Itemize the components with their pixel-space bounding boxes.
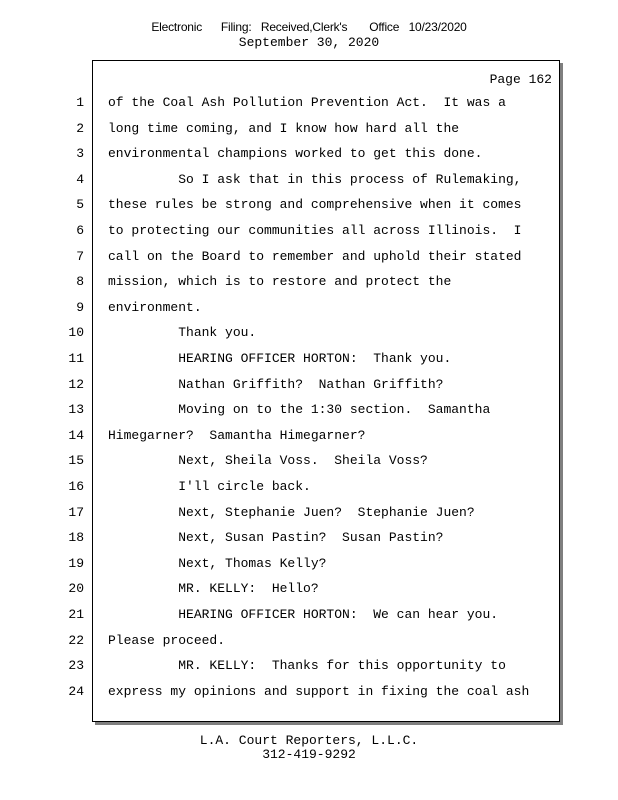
line-number: 22 (68, 633, 84, 648)
line-text: I'll circle back. (108, 479, 311, 494)
line-number: 19 (68, 556, 84, 571)
line-number: 21 (68, 607, 84, 622)
line-text: HEARING OFFICER HORTON: Thank you. (108, 351, 452, 366)
line-text: these rules be strong and comprehensive when it comes (108, 197, 522, 212)
line-text: HEARING OFFICER HORTON: We can hear you. (108, 607, 499, 622)
page-number: Page 162 (489, 72, 552, 87)
filing-stamp: Electronic Filing: Received,Clerk's Office 10/23/2020 (151, 20, 467, 34)
line-text: to protecting our communities all across Illinois. I (108, 223, 522, 238)
footer-company: L.A. Court Reporters, L.L.C. (199, 733, 419, 748)
line-text: So I ask that in this process of Rulemaking, (108, 172, 522, 187)
line-number: 4 (76, 172, 84, 187)
transcript-date: September 30, 2020 (238, 35, 380, 50)
line-number: 17 (68, 505, 84, 520)
line-text: Thank you. (108, 325, 257, 340)
line-text: Please proceed. (108, 633, 226, 648)
line-number: 12 (68, 377, 84, 392)
line-text: mission, which is to restore and protect the (108, 274, 452, 289)
line-text: Next, Susan Pastin? Susan Pastin? (108, 530, 444, 545)
line-number: 8 (76, 274, 84, 289)
line-number: 23 (68, 658, 84, 673)
line-number: 11 (68, 351, 84, 366)
line-text: Nathan Griffith? Nathan Griffith? (108, 377, 444, 392)
line-number: 7 (76, 249, 84, 264)
line-number: 24 (68, 684, 84, 699)
line-text: environment. (108, 300, 202, 315)
line-number: 13 (68, 402, 84, 417)
line-number: 1 (76, 95, 84, 110)
line-number: 15 (68, 453, 84, 468)
line-text: Next, Thomas Kelly? (108, 556, 327, 571)
line-text: call on the Board to remember and uphold their stated (108, 249, 522, 264)
line-text: express my opinions and support in fixing the coal ash (108, 684, 530, 699)
line-number: 9 (76, 300, 84, 315)
line-number: 20 (68, 581, 84, 596)
line-text: long time coming, and I know how hard all the (108, 121, 460, 136)
line-text: MR. KELLY: Thanks for this opportunity to (108, 658, 506, 673)
line-number: 2 (76, 121, 84, 136)
line-number: 5 (76, 197, 84, 212)
line-number: 16 (68, 479, 84, 494)
line-number: 6 (76, 223, 84, 238)
line-text: Himegarner? Samantha Himegarner? (108, 428, 366, 443)
line-number: 18 (68, 530, 84, 545)
line-text: Next, Stephanie Juen? Stephanie Juen? (108, 505, 475, 520)
line-text: MR. KELLY: Hello? (108, 581, 319, 596)
line-text: Moving on to the 1:30 section. Samantha (108, 402, 491, 417)
line-number: 14 (68, 428, 84, 443)
line-number: 10 (68, 325, 84, 340)
line-number: 3 (76, 146, 84, 161)
line-text: of the Coal Ash Pollution Prevention Act. It was a (108, 95, 506, 110)
line-text: environmental champions worked to get this done. (108, 146, 483, 161)
footer-phone: 312-419-9292 (262, 747, 356, 762)
line-text: Next, Sheila Voss. Sheila Voss? (108, 453, 428, 468)
